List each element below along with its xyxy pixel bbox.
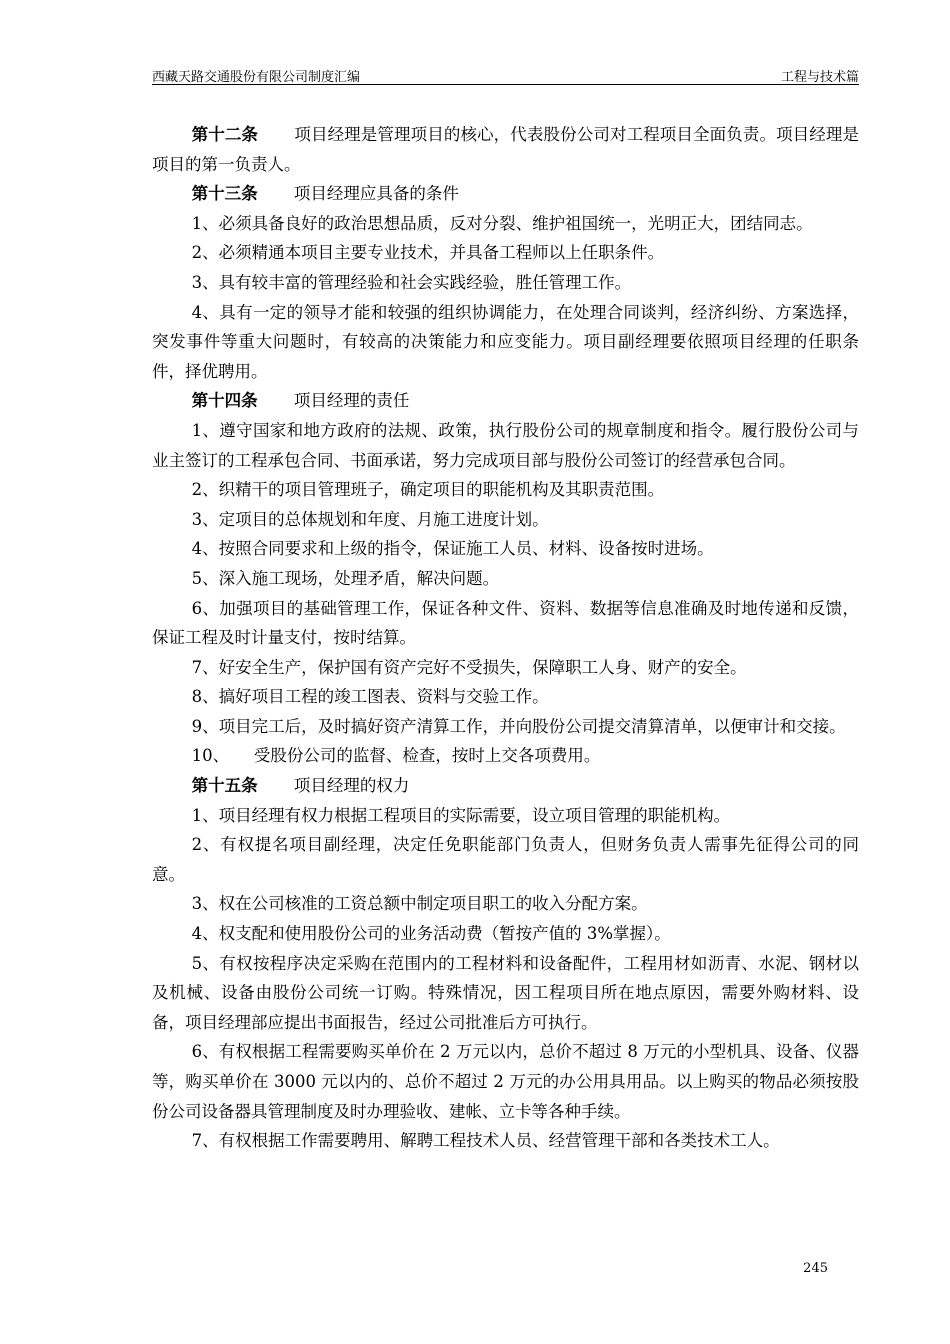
list-item-paragraph: 5、有权按程序决定采购在范围内的工程材料和设备配件，工程用材如沥青、水泥、钢材以及机械、设备由股份公司统一订购。特殊情况，因工程项目所在地点原因，需要外购材料、设备，项目经理部应提出书面报告，经过公司批准后方可执行。 <box>152 953 859 1032</box>
list-item-paragraph: 2、有权提名项目副经理，决定任免职能部门负责人，但财务负责人需事先征得公司的同意。 <box>152 835 859 884</box>
article-paragraph <box>152 179 859 209</box>
article-heading: 第十二条 <box>191 125 259 144</box>
list-item-paragraph: 4、权支配和使用股份公司的业务活动费（暂按产值的 3%掌握）。 <box>191 924 671 944</box>
list-item-paragraph: 4、具有一定的领导才能和较强的组织协调能力，在处理合同谈判，经济纠纷、方案选择，突发事件等重大问题时，有较高的决策能力和应变能力。项目副经理要依照项目经理的任职条件，择优聘用。 <box>152 302 859 381</box>
list-item-paragraph: 6、加强项目的基础管理工作，保证各种文件、资料、数据等信息准确及时地传递和反馈，保证工程及时计量支付，按时结算。 <box>152 598 859 648</box>
header-section-title: 工程与技术篇 <box>780 70 859 85</box>
list-item-paragraph: 2、必须精通本项目主要专业技术，并具备工程师以上任职条件。 <box>191 243 665 263</box>
header-doc-title: 西藏天路交通股份有限公司制度汇编 <box>152 70 361 85</box>
list-item-paragraph: 3、具有较丰富的管理经验和社会实践经验，胜任管理工作。 <box>191 272 632 292</box>
list-item-paragraph: 8、搞好项目工程的竣工图表、资料与交验工作。 <box>191 687 549 707</box>
article-text: 项目经理的责任 <box>293 391 410 411</box>
list-item-paragraph: 1、遵守国家和地方政府的法规、政策，执行股份公司的规章制度和指令。履行股份公司与业主签订的工程承包合同、书面承诺，努力完成项目部与股份公司签订的经营承包合同。 <box>152 420 859 470</box>
list-item-paragraph: 1、项目经理有权力根据工程项目的实际需要，设立项目管理的职能机构。 <box>191 805 731 825</box>
article-text: 项目经理是管理项目的核心，代表股份公司对工程项目全面负责。项目经理是项目的第一负责人。 <box>152 125 860 174</box>
list-item-paragraph: 7、有权根据工作需要聘用、解聘工程技术人员、经营管理干部和各类技术工人。 <box>191 1131 780 1151</box>
page-number: 245 <box>803 1261 828 1276</box>
article-heading: 第十四条 <box>191 391 258 411</box>
article-paragraph <box>152 120 859 179</box>
list-item-paragraph: 9、项目完工后，及时搞好资产清算工作，并向股份公司提交清算清单，以便审计和交接。 <box>191 716 846 736</box>
article-paragraph <box>152 386 859 416</box>
list-item-paragraph: 3、权在公司核准的工资总额中制定项目职工的收入分配方案。 <box>191 894 648 914</box>
page-header <box>152 62 859 85</box>
list-item-paragraph: 5、深入施工现场，处理矛盾，解决问题。 <box>191 568 500 588</box>
article-text: 项目经理应具备的条件 <box>293 184 459 204</box>
list-item-paragraph: 3、定项目的总体规划和年度、月施工进度计划。 <box>191 509 549 529</box>
article-heading: 第十三条 <box>191 184 258 204</box>
list-item-paragraph: 2、织精干的项目管理班子，确定项目的职能机构及其职责范围。 <box>191 480 665 500</box>
list-item-paragraph: 4、按照合同要求和上级的指令，保证施工人员、材料、设备按时进场。 <box>191 539 714 559</box>
list-item-paragraph: 1、必须具备良好的政治思想品质，反对分裂、维护祖国统一，光明正大，团结同志。 <box>191 213 813 233</box>
article-paragraph <box>152 771 859 801</box>
list-item-paragraph: 7、好安全生产，保护国有资产完好不受损失，保障职工人身、财产的安全。 <box>191 657 747 677</box>
article-text: 项目经理的权力 <box>293 776 410 796</box>
list-item-paragraph: 6、有权根据工程需要购买单价在 2 万元以内，总价不超过 8 万元的小型机具、设备、仪器等，购买单价在 3000 元以内的、总价不超过 2 万元的办公用具用品。以上购买的物品必须按股份公司设备器具管理制度及时办理验收、建帐、立卡等各种手续。 <box>152 1042 859 1121</box>
article-heading: 第十五条 <box>191 776 258 796</box>
list-item-paragraph: 10、 受股份公司的监督、检查，按时上交各项费用。 <box>191 746 601 766</box>
document-body <box>152 120 859 1156</box>
